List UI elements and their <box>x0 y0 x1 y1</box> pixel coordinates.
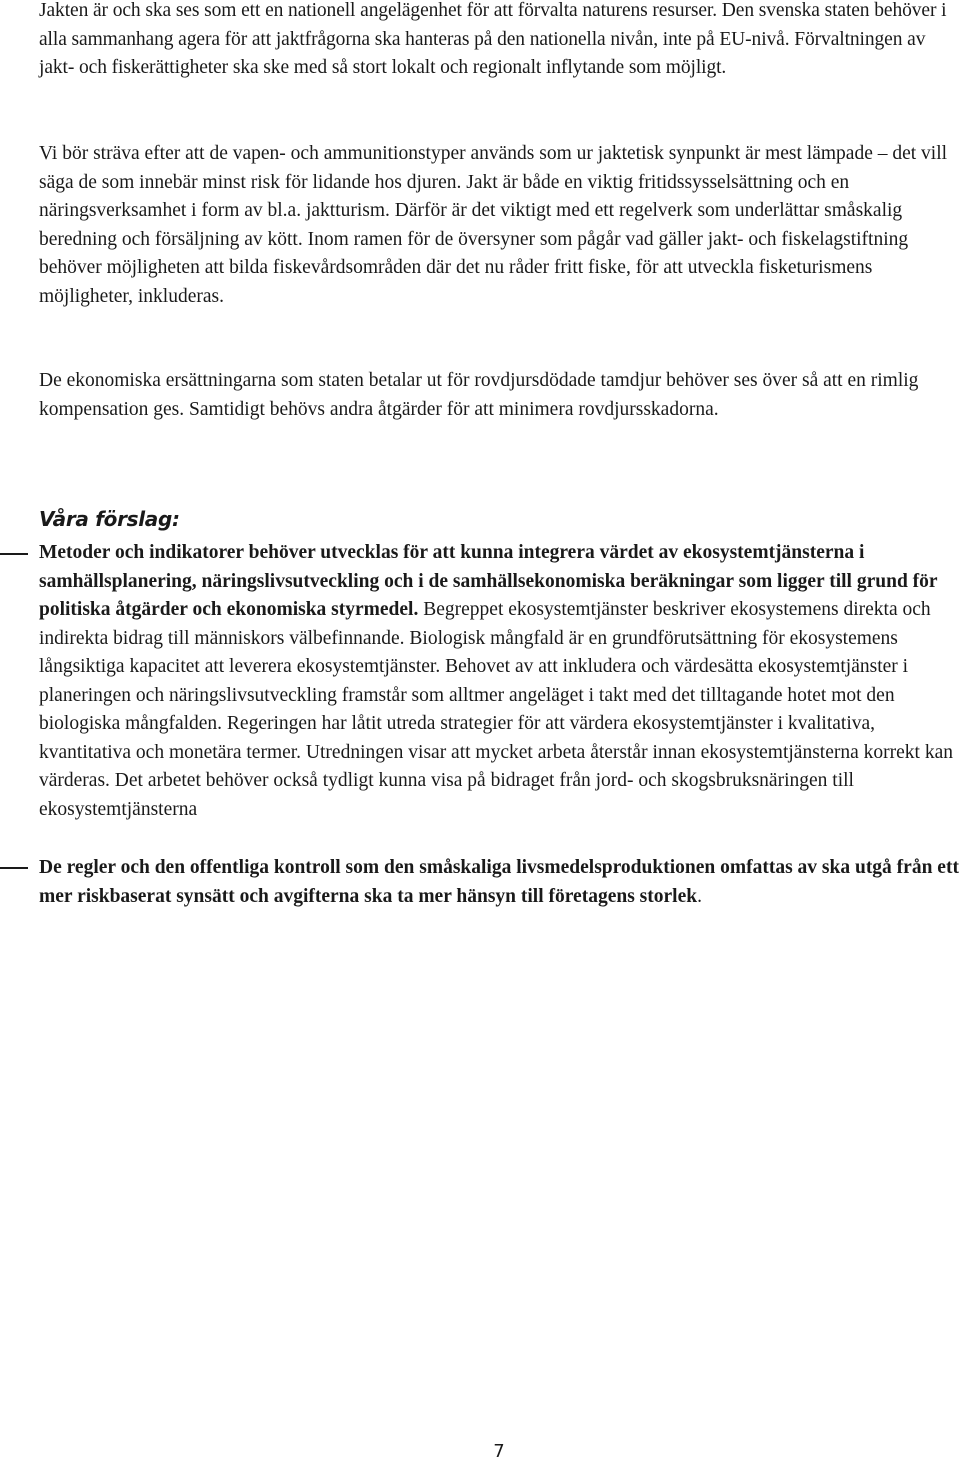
proposals-heading: Våra förslag: <box>39 507 180 531</box>
proposal-item-food-control <box>39 854 960 911</box>
page-number: 7 <box>493 1441 505 1462</box>
proposal-item-2-text: . <box>697 885 702 907</box>
paragraph-hunting-national: Jakten är och ska ses som ett en nationell angelägenhet för att förvalta naturens resurser. Den svenska staten behöver i alla sammanhang agera för att jaktfrågorna ska hanteras på den nationella nivån, inte på EU-nivå. Förvaltningen av jakt- och fiskerättigheter ska ske med så stort lokalt och regionalt inflytande som möjligt. <box>39 0 947 78</box>
paragraph-predator-compensation: De ekonomiska ersättningarna som staten betalar ut för rovdjursdödade tamdjur behöver ses över så att en rimlig kompensation ges. Samtidigt behövs andra åtgärder för att minimera rovdjursskadorna. <box>39 370 919 420</box>
proposal-item-ecosystem-services <box>39 539 960 824</box>
proposal-item-1-bold: Metoder och indikatorer behöver utvecklas för att kunna integrera värdet av ekosystemtjänsterna i samhällsplanering, näringslivsutveckling och i de samhällsekonomiska beräkningar som ligger till grund för politiska åtgärder och ekonomiska styrmedel. <box>39 542 938 620</box>
list-dash-2 <box>0 867 28 869</box>
proposal-item-2-bold: De regler och den offentliga kontroll som den småskaliga livsmedelsproduktionen omfattas av ska utgå från ett mer riskbaserat synsätt och avgifterna ska ta mer hänsyn till företagens storlek <box>39 857 959 907</box>
list-dash-1 <box>0 553 28 555</box>
paragraph-weapons-ammunition: Vi bör sträva efter att de vapen- och ammunitionstyper används som ur jaktetisk synpunkt är mest lämpade – det vill säga de som innebär minst risk för lidande hos djuren. Jakt är både en viktig fritidssysselsättning och en näringsverksamhet i form av bl.a. jaktturism. Därför är det viktigt med ett regelverk som underlättar småskalig beredning och försäljning av kött. Inom ramen för de översyner som pågår vad gäller jakt- och fiskelagstiftning behöver möjligheten att bilda fiskevårdsområden där det nu råder fritt fiske, för att utveckla fisketurismens möjligheter, inkluderas. <box>39 143 948 307</box>
proposal-item-1-text: Begreppet ekosystemtjänster beskriver ekosystemens direkta och indirekta bidrag till människors välbefinnande. Biologisk mångfald är en grundförutsättning för ekosystemens långsiktiga kapacitet att leverera ekosystemtjänster. Behovet av att inkludera och värdesätta ekosystemtjänster i planeringen och näringslivsutveckling framstår som alltmer angeläget i takt med det tilltagande hotet mot den biologiska mångfalden. Regeringen har låtit utreda strategier för att värdera ekosystemtjänster i kvalitativa, kvantitativa och monetära termer. Utredningen visar att mycket arbeta återstår innan ekosystemtjänsterna korrekt kan värderas. Det arbetet behöver också tydligt kunna visa på bidraget från jord- och skogsbruksnäringen till ekosystemtjänsterna <box>39 599 953 820</box>
